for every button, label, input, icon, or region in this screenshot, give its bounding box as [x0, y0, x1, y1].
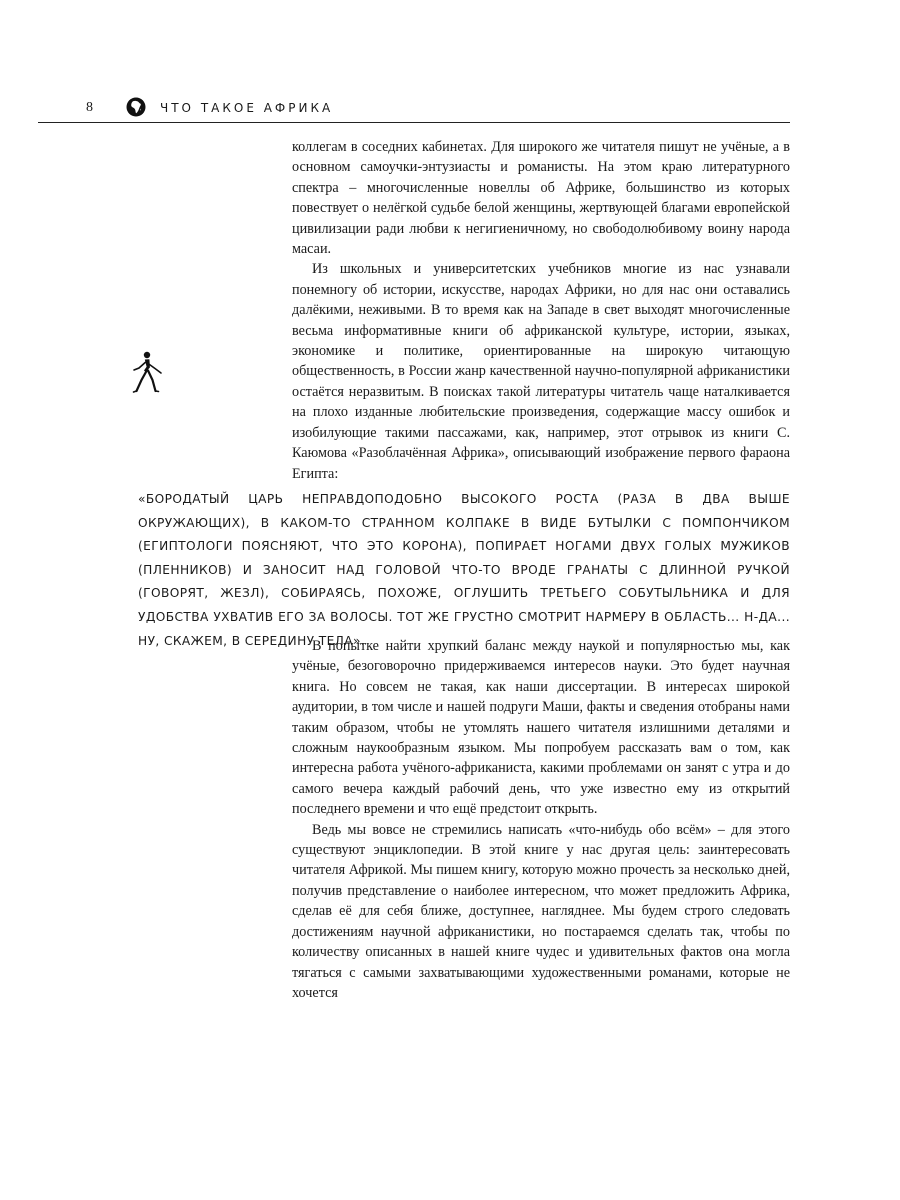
running-header — [38, 96, 790, 123]
body-text-bottom — [292, 636, 790, 1003]
paragraph: коллегам в соседних кабинетах. Для широкого же читателя пишут не учёные, а в основном самоучки-энтузиасты и романисты. На этом краю литературного спектра – многочисленные новеллы об Африке, большинство из которых повествует о нелёгкой судьбе белой женщины, жертвующей благами европейской цивилизации ради любви к негигиеничному, но свободолюбивому воину народа масаи. — [292, 139, 790, 258]
block-quote: «БОРОДАТЫЙ ЦАРЬ НЕПРАВДОПОДОБНО ВЫСОКОГО РОСТА (РАЗА В ДВА ВЫШЕ ОКРУЖАЮЩИХ), В КАКОМ-ТО СТРАННОМ КОЛПАКЕ В ВИДЕ БУТЫЛКИ С ПОМПОНЧИКОМ (ЕГИПТОЛОГИ ПОЯСНЯЮТ, ЧТО ЭТО КОРОНА), ПОПИРАЕТ НОГАМИ ДВУХ ГОЛЫХ МУЖИКОВ (ПЛЕННИКОВ) И ЗАНОСИТ НАД ГОЛОВОЙ ЧТО-ТО ВРОДЕ ГРАНАТЫ С ДЛИННОЙ РУЧКОЙ (ГОВОРЯТ, ЖЕЗЛ), СОБИРАЯСЬ, ПОХОЖЕ, ОГЛУШИТЬ ТРЕТЬЕГО СОБУТЫЛЬНИКА И ДЛЯ УДОБСТВА УХВАТИВ ЕГО ЗА ВОЛОСЫ. ТОТ ЖЕ ГРУСТНО СМОТРИТ НАРМЕРУ В ОБЛАСТЬ... Н-ДА... НУ, СКАЖЕМ, В СЕРЕДИНУ ТЕЛА». — [138, 492, 790, 648]
paragraph: Ведь мы вовсе не стремились написать «что-нибудь обо всём» – для этого существуют энциклопедии. В этой книге у нас другая цель: заинтересовать читателя Африкой. Мы пишем книгу, которую можно прочесть за несколько дней, получив представление о наиболее интересном, что может предложить Африка, сделав её для себя ближе, доступнее, нагляднее. Мы будем строго следовать достижениям научной африканистики, но постараемся сделать так, чтобы по количеству описанных в нашей книге чудес и удивительных фактов она могла тягаться с самыми захватывающими художественными романами, которые не хочется — [292, 821, 790, 1001]
running-title: ЧТО ТАКОЕ АФРИКА — [160, 101, 334, 115]
paragraph: Из школьных и университетских учебников многие из нас узнавали понемногу об истории, искусстве, народах Африки, но для нас они оставались далёкими, неживыми. В то время как на Западе в свет выходят многочисленные весьма информативные книги об африканской культуре, истории, языках, экономике и политике, ориентированные на широкую читающую общественность, в России жанр качественной научно-популярной африканистики остаётся неразвитым. В поисках такой литературы читатель чаще наталкивается на плохо изданные любительские произведения, содержащие массу ошибок и изобилующие такими пассажами, как, например, этот отрывок из книги С. Каюмова «Разоблачённая Африка», описывающий изображение первого фараона Египта: — [292, 261, 790, 482]
paragraph: В попытке найти хрупкий баланс между наукой и популярностью мы, как учёные, безоговорочно придерживаемся интересов науки. Это будет научная книга. Но совсем не такая, как наши диссертации. В интересах широкой аудитории, в том числе и нашей подруги Маши, факты и сведения отобраны нами таким образом, чтобы не утомлять нашего читателя излишними деталями и сложным наукообразным языком. Мы попробуем рассказать вам о том, как интересна работа учёного-африканиста, какими проблемами он занят с утра и до самого вечера каждый рабочий день, что уже известно ему из открытий последнего времени и что ещё предстоит открыть. — [292, 638, 790, 818]
africa-globe-icon — [126, 97, 146, 117]
page-number: 8 — [86, 100, 93, 115]
walking-figure-icon — [128, 350, 164, 396]
body-text-top — [292, 137, 790, 484]
